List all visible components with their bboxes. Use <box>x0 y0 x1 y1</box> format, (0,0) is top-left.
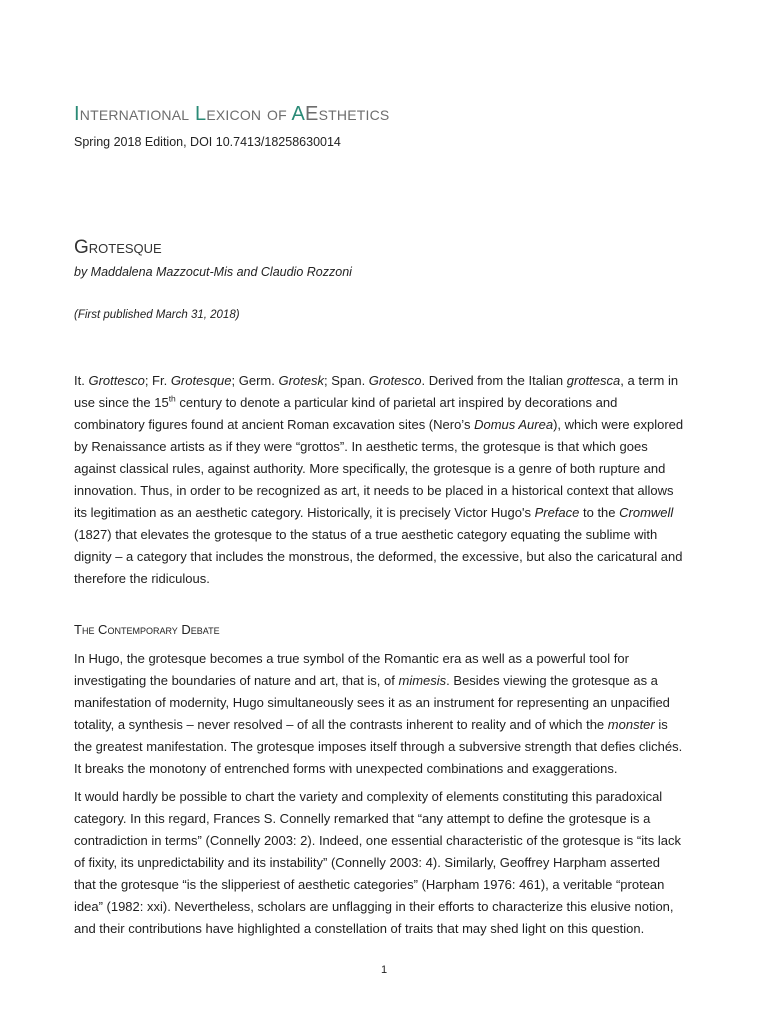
text-line <box>74 414 698 436</box>
text-run: century to denote a particular kind of parietal art inspired by decorations and <box>175 395 618 410</box>
text-run: that the grotesque “is the slipperiest of aesthetic categories” (Harpham 1976: 461), a veritable “protean <box>74 877 665 892</box>
publication-masthead <box>74 100 389 128</box>
text-line <box>74 480 698 502</box>
text-line <box>74 714 698 736</box>
text-line <box>74 918 698 940</box>
text-line <box>74 736 698 758</box>
text-run: contradiction in terms” (Connelly 2003: 2). Indeed, one essential characteristic of the grotesque is “its lack <box>74 833 681 848</box>
italic-term: Domus Aurea <box>474 417 554 432</box>
text-run: use since the 15 <box>74 395 169 410</box>
masthead-text: nternational <box>79 103 190 125</box>
body-paragraph <box>74 648 698 780</box>
entry-title: Grotesque <box>74 237 162 258</box>
italic-term: Grottesco <box>88 373 145 388</box>
masthead-initial: L <box>195 103 207 125</box>
italic-term: Grotesco <box>368 373 422 388</box>
text-run: ), which were explored <box>553 417 684 432</box>
text-line <box>74 524 698 546</box>
text-run: against classical rules, against authority. More specifically, the grotesque is a genre of both rupture and <box>74 461 666 476</box>
superscript: th <box>168 393 176 404</box>
text-run: ; Germ. <box>231 373 279 388</box>
text-run: It. <box>74 373 89 388</box>
masthead-initial: I <box>74 103 80 125</box>
text-run: by Renaissance artists as if they were “grottos”. In aesthetic terms, the grotesque is that which goes <box>74 439 648 454</box>
masthead-text: sthetics <box>318 103 390 125</box>
text-line <box>74 874 698 896</box>
body-paragraph <box>74 786 698 940</box>
text-run: therefore the ridiculous. <box>74 571 210 586</box>
text-line <box>74 758 698 780</box>
text-line <box>74 392 698 414</box>
text-run: innovation. Thus, in order to be recognized as art, it needs to be placed in a historical context that allows <box>74 483 674 498</box>
text-run: In Hugo, the grotesque becomes a true symbol of the Romantic era as well as a powerful tool for <box>74 651 629 666</box>
text-run: to the <box>579 505 620 520</box>
text-line <box>74 852 698 874</box>
text-line <box>74 502 698 524</box>
text-run: dignity – a category that includes the monstrous, the deformed, the excessive, but also the caricatural and <box>74 549 683 564</box>
text-run: ; Span. <box>323 373 369 388</box>
text-line <box>74 830 698 852</box>
text-run: manifestation of modernity, Hugo simultaneously sees it as an instrument for representing an unpacified <box>74 695 670 710</box>
text-run: is <box>654 717 668 732</box>
text-run: totality, a synthesis – never resolved – of all the contrasts inherent to reality and of which the <box>74 717 608 732</box>
entry-byline: by Maddalena Mazzocut-Mis and Claudio Rozzoni <box>74 265 352 279</box>
masthead-text: E <box>305 103 319 125</box>
text-run: . Derived from the Italian <box>421 373 567 388</box>
italic-term: Grotesk <box>278 373 324 388</box>
intro-paragraph <box>74 370 698 590</box>
italic-term: Preface <box>534 505 580 520</box>
text-line <box>74 648 698 670</box>
text-run: the greatest manifestation. The grotesque imposes itself through a subversive strength that defies clichés. <box>74 739 683 754</box>
text-line <box>74 670 698 692</box>
text-run: . Besides viewing the grotesque as a <box>446 673 658 688</box>
text-run: , a term in <box>620 373 679 388</box>
italic-term: Cromwell <box>619 505 674 520</box>
text-line <box>74 786 698 808</box>
text-line <box>74 692 698 714</box>
italic-term: mimesis <box>398 673 447 688</box>
text-run: It would hardly be possible to chart the variety and complexity of elements constituting this paradoxical <box>74 789 663 804</box>
masthead-initial: A <box>291 103 306 125</box>
text-run: idea” (1982: xxi). Nevertheless, scholars are unflagging in their efforts to characterize this elusive notion, <box>74 899 674 914</box>
edition-doi-line: Spring 2018 Edition, DOI 10.7413/18258630014 <box>74 135 341 149</box>
text-line <box>74 370 698 392</box>
text-run: of fixity, its unpredictability and its instability” (Connelly 2003: 4). Similarly, Geoffrey Harpham asserted <box>74 855 660 870</box>
italic-term: grottesca <box>566 373 621 388</box>
section-heading: The Contemporary Debate <box>74 622 220 637</box>
text-run: combinatory figures found at ancient Roman excavation sites (Nero’s <box>74 417 475 432</box>
text-line <box>74 568 698 590</box>
text-line <box>74 808 698 830</box>
italic-term: monster <box>607 717 655 732</box>
page-number: 1 <box>380 964 388 976</box>
text-run: category. In this regard, Frances S. Connelly remarked that “any attempt to define the grotesque is a <box>74 811 651 826</box>
text-line <box>74 896 698 918</box>
text-line <box>74 458 698 480</box>
publication-date: (First published March 31, 2018) <box>74 309 240 321</box>
italic-term: Grotesque <box>170 373 232 388</box>
text-run: It breaks the monotony of entrenched forms with unexpected combinations and exaggerations. <box>74 761 618 776</box>
text-line <box>74 436 698 458</box>
text-run: (1827) that elevates the grotesque to the status of a true aesthetic category equating the sublime with <box>74 527 658 542</box>
masthead-text: exicon of <box>206 103 287 125</box>
text-run: its legitimation as an aesthetic category. Historically, it is precisely Victor Hugo's <box>74 505 535 520</box>
text-run: investigating the boundaries of nature and art, that is, of <box>74 673 399 688</box>
text-line <box>74 546 698 568</box>
text-run: and their contributions have highlighted a constellation of traits that may shed light on this question. <box>74 921 645 936</box>
text-run: ; Fr. <box>144 373 171 388</box>
